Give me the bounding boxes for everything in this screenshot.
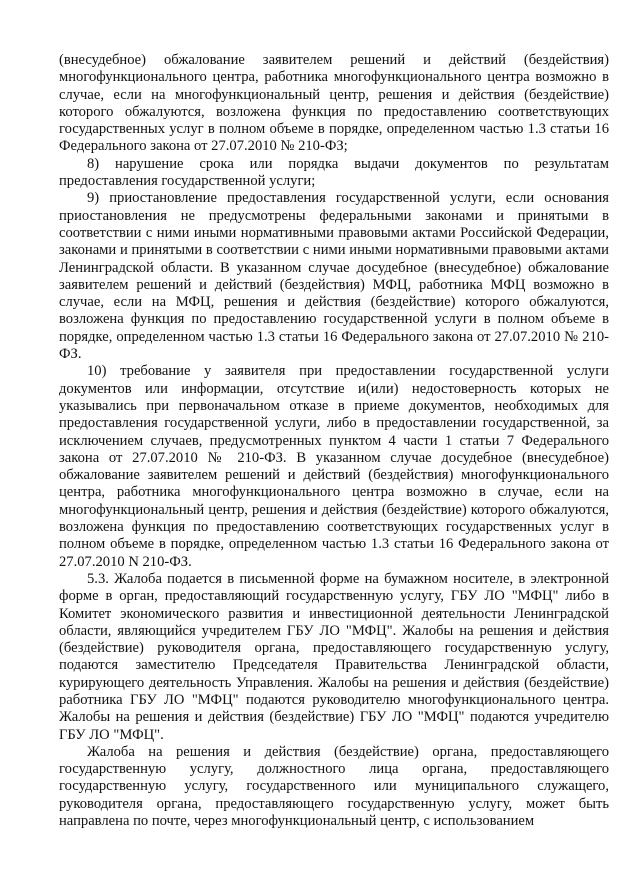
paragraph-complaint-channels: Жалоба на решения и действия (бездействие) органа, предоставляющего государственную услугу, должностного лица органа, предоставляющего государственную услугу, государственного или муниципального служащего, руководителя органа, предоставляющего государственную услугу, может быть направлена по почте, через многофункциональный центр, с использованием: [59, 743, 609, 830]
paragraph-item-8: 8) нарушение срока или порядка выдачи документов по результатам предоставления государственной услуги;: [59, 155, 609, 190]
paragraph-item-9: 9) приостановление предоставления государственной услуги, если основания приостановления не предусмотрены федеральными законами и принятыми в соответствии с ними иными нормативными правовыми актами Российской Федерации, законами и принятыми в соответствии с ними иными нормативными правовыми актами Ленинградской области. В указанном случае досудебное (внесудебное) обжалование заявителем решений и действий (бездействия) МФЦ, работника МФЦ возможно в случае, если на МФЦ, решения и действия (бездействие) которого обжалуются, возложена функция по предоставлению государственной услуги в полном объеме в порядке, определенном частью 1.3 статьи 16 Федерального закона от 27.07.2010 № 210-ФЗ.: [59, 190, 609, 363]
paragraph-continuation: (внесудебное) обжалование заявителем решений и действий (бездействия) многофункционального центра, работника многофункционального центра возможно в случае, если на многофункциональный центр, решения и действия (бездействие) которого обжалуются, возложена функция по предоставлению соответствующих государственных услуг в полном объеме в порядке, определенном частью 1.3 статьи 16 Федерального закона от 27.07.2010 № 210-ФЗ;: [59, 52, 609, 155]
paragraph-section-5-3: 5.3. Жалоба подается в письменной форме на бумажном носителе, в электронной форме в орган, предоставляющий государственную услугу, ГБУ ЛО "МФЦ" либо в Комитет экономического развития и инвестиционной деятельности Ленинградской области, являющийся учредителем ГБУ ЛО "МФЦ". Жалобы на решения и действия (бездействие) руководителя органа, предоставляющего государственную услугу, подаются заместителю Председателя Правительства Ленинградской области, курирующего деятельность Управления. Жалобы на решения и действия (бездействие) работника ГБУ ЛО "МФЦ" подаются руководителю многофункционального центра. Жалобы на решения и действия (бездействие) ГБУ ЛО "МФЦ" подаются учредителю ГБУ ЛО "МФЦ".: [59, 570, 609, 743]
paragraph-item-10: 10) требование у заявителя при предоставлении государственной услуги документов или информации, отсутствие и(или) недостоверность которых не указывались при первоначальном отказе в приеме документов, необходимых для предоставления государственной услуги, либо в предоставлении государственной, за исключением случаев, предусмотренных пунктом 4 части 1 статьи 7 Федерального закона от 27.07.2010 № 210-ФЗ. В указанном случае досудебное (внесудебное) обжалование заявителем решений и действий (бездействия) многофункционального центра, работника многофункционального центра возможно в случае, если на многофункциональный центр, решения и действия (бездействие) которого обжалуются, возложена функция по предоставлению соответствующих государственных услуг в полном объеме в порядке, определенном частью 1.3 статьи 16 Федерального закона от 27.07.2010 N 210-ФЗ.: [59, 363, 609, 570]
